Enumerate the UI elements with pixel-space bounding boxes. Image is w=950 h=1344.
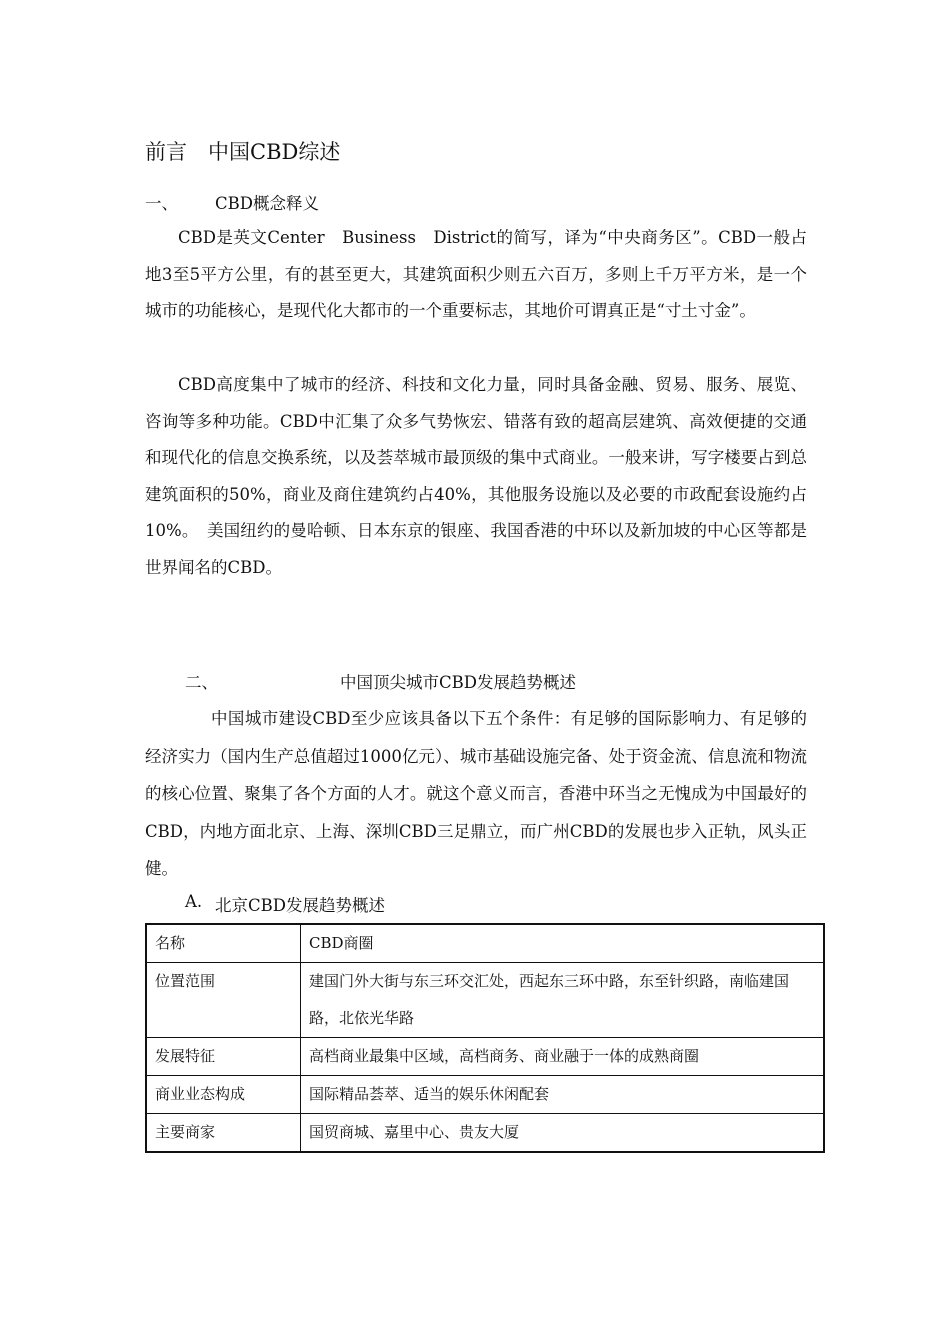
table-value-cell: 国际精品荟萃、适当的娱乐休闲配套 <box>301 1076 825 1114</box>
table-key-cell: 位置范围 <box>146 963 301 1038</box>
table-key-cell: 名称 <box>146 924 301 963</box>
table-row <box>146 1114 824 1153</box>
table-key-cell: 主要商家 <box>146 1114 301 1153</box>
section-2-paragraph-1: 中国城市建设CBD至少应该具备以下五个条件：有足够的国际影响力、有足够的经济实力（国内生产总值超过1000亿元）、城市基础设施完备、处于资金流、信息流和物流的核心位置、聚集了各个方面的人才。就这个意义而言，香港中环当之无愧成为中国最好的CBD，内地方面北京、上海、深圳CBD三足鼎立，而广州CBD的发展也步入正轨，风头正健。 <box>145 709 807 878</box>
subsection-a-heading: 北京CBD发展趋势概述 <box>215 896 385 915</box>
section-2-heading: 中国顶尖城市CBD发展趋势概述 <box>340 673 576 692</box>
document-title: 前言 中国CBD综述 <box>145 140 341 164</box>
section-1-paragraph-2: CBD高度集中了城市的经济、科技和文化力量，同时具备金融、贸易、服务、展览、咨询等多种功能。CBD中汇集了众多气势恢宏、错落有致的超高层建筑、高效便捷的交通和现代化的信息交换系统，以及荟萃城市最顶级的集中式商业。一般来讲，写字楼要占到总建筑面积的50%，商业及商住建筑约占40%，其他服务设施以及必要的市政配套设施约占10%。 美国纽约的曼哈顿、日本东京的银座、我国香港的中环以及新加坡的中心区等都是世界闻名的CBD。 <box>145 375 807 577</box>
table-row <box>146 1038 824 1076</box>
table-row <box>146 1076 824 1114</box>
section-1-heading: CBD概念释义 <box>215 194 319 213</box>
subsection-a-label: A. <box>185 892 203 911</box>
table-key-cell: 商业业态构成 <box>146 1076 301 1114</box>
table-value-cell: 高档商业最集中区域，高档商务、商业融于一体的成熟商圈 <box>301 1038 825 1076</box>
table-row <box>146 924 824 963</box>
section-1-paragraph-1: CBD是英文Center Business District的简写，译为“中央商务区”。CBD一般占地3至5平方公里，有的甚至更大，其建筑面积少则五六百万，多则上千万平方米，是一个城市的功能核心，是现代化大都市的一个重要标志，其地价可谓真正是“寸土寸金”。 <box>145 228 807 320</box>
table-row <box>146 963 824 1038</box>
section-2-number: 二、 <box>185 673 218 692</box>
section-1-number: 一、 <box>145 194 178 213</box>
table-value-cell: 国贸商城、嘉里中心、贵友大厦 <box>301 1114 825 1153</box>
beijing-cbd-table <box>145 923 825 1153</box>
table-value-cell: 建国门外大街与东三环交汇处，西起东三环中路，东至针织路，南临建国路，北依光华路 <box>301 963 825 1038</box>
table-value-cell: CBD商圈 <box>301 924 825 963</box>
table-key-cell: 发展特征 <box>146 1038 301 1076</box>
